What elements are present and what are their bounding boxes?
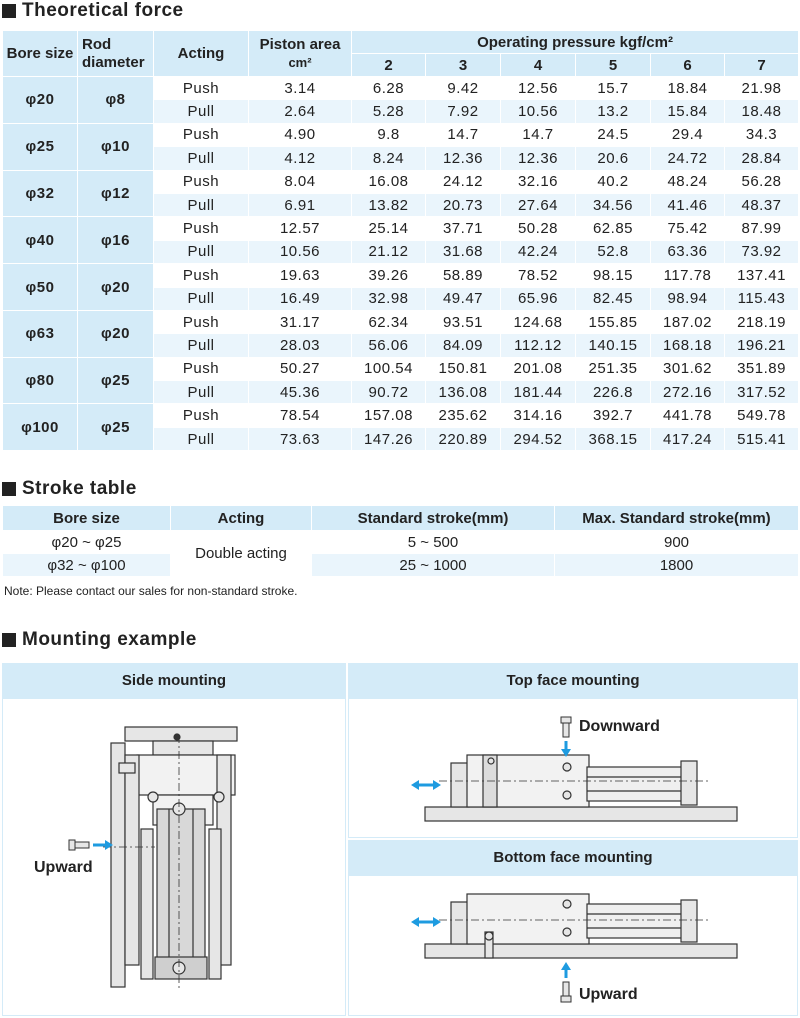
force-table-body — [3, 77, 799, 451]
acting-cell: Push — [154, 217, 249, 240]
force-value-cell: 294.52 — [501, 427, 576, 450]
side-mounting-label: Upward — [34, 859, 93, 876]
force-row-push — [3, 404, 799, 427]
force-value-cell: 84.09 — [426, 334, 501, 357]
header-rod-diameter: Rod diameter — [78, 31, 154, 77]
force-value-cell: 12.36 — [426, 147, 501, 170]
piston-area-cell: 10.56 — [249, 240, 352, 263]
acting-cell: Pull — [154, 427, 249, 450]
piston-area-cell: 8.04 — [249, 170, 352, 193]
stroke-row-max: 900 — [555, 531, 799, 554]
stroke-row-bore: φ32 ~ φ100 — [3, 554, 171, 577]
bore-size-cell: φ63 — [3, 310, 78, 357]
piston-area-cell: 4.90 — [249, 123, 352, 146]
piston-area-cell: 3.14 — [249, 77, 352, 100]
rod-diameter-cell: φ16 — [78, 217, 154, 264]
acting-cell: Pull — [154, 287, 249, 310]
force-row-push — [3, 77, 799, 100]
acting-cell: Pull — [154, 147, 249, 170]
bore-size-cell: φ25 — [3, 123, 78, 170]
force-value-cell: 18.84 — [651, 77, 725, 100]
bolt-icon — [561, 982, 571, 1002]
force-row-push — [3, 357, 799, 380]
force-value-cell: 124.68 — [501, 310, 576, 333]
force-value-cell: 90.72 — [352, 381, 426, 404]
force-value-cell: 168.18 — [651, 334, 725, 357]
force-value-cell: 31.68 — [426, 240, 501, 263]
force-value-cell: 48.37 — [725, 193, 799, 216]
acting-cell: Push — [154, 357, 249, 380]
force-value-cell: 12.56 — [501, 77, 576, 100]
bore-size-cell: φ80 — [3, 357, 78, 404]
header-bore-size: Bore size — [3, 31, 78, 77]
double-arrow-icon — [411, 780, 441, 790]
side-mounting-drawing — [3, 699, 347, 1017]
top-mounting-panel — [348, 698, 798, 838]
acting-cell: Push — [154, 310, 249, 333]
force-value-cell: 41.46 — [651, 193, 725, 216]
side-mounting-heading: Side mounting — [2, 663, 346, 698]
force-value-cell: 75.42 — [651, 217, 725, 240]
acting-cell: Push — [154, 123, 249, 146]
header-piston-area: Piston area cm² — [249, 31, 352, 77]
top-mounting-drawing — [349, 699, 799, 839]
force-value-cell: 73.92 — [725, 240, 799, 263]
force-value-cell: 32.98 — [352, 287, 426, 310]
force-value-cell: 65.96 — [501, 287, 576, 310]
force-value-cell: 62.34 — [352, 310, 426, 333]
force-value-cell: 14.7 — [426, 123, 501, 146]
stroke-section-title — [2, 478, 137, 500]
force-value-cell: 351.89 — [725, 357, 799, 380]
piston-area-cell: 73.63 — [249, 427, 352, 450]
force-value-cell: 50.28 — [501, 217, 576, 240]
force-value-cell: 42.24 — [501, 240, 576, 263]
bore-size-cell: φ32 — [3, 170, 78, 217]
force-value-cell: 78.52 — [501, 264, 576, 287]
theoretical-force-table — [2, 30, 799, 451]
force-value-cell: 201.08 — [501, 357, 576, 380]
stroke-row-max: 1800 — [555, 554, 799, 577]
force-row-push — [3, 217, 799, 240]
force-value-cell: 157.08 — [352, 404, 426, 427]
force-value-cell: 82.45 — [576, 287, 651, 310]
bore-size-cell: φ100 — [3, 404, 78, 451]
force-value-cell: 28.84 — [725, 147, 799, 170]
header-pressure-5: 5 — [576, 54, 651, 77]
rod-diameter-cell: φ20 — [78, 310, 154, 357]
header-pressure-2: 2 — [352, 54, 426, 77]
force-value-cell: 21.12 — [352, 240, 426, 263]
acting-cell: Push — [154, 404, 249, 427]
force-value-cell: 117.78 — [651, 264, 725, 287]
piston-area-cell: 16.49 — [249, 287, 352, 310]
side-mounting-panel — [2, 698, 346, 1016]
acting-cell: Pull — [154, 334, 249, 357]
force-value-cell: 40.2 — [576, 170, 651, 193]
force-value-cell: 62.85 — [576, 217, 651, 240]
force-value-cell: 150.81 — [426, 357, 501, 380]
stroke-header-max: Max. Standard stroke(mm) — [555, 506, 799, 531]
bottom-mounting-label: Upward — [579, 986, 638, 1003]
force-value-cell: 549.78 — [725, 404, 799, 427]
stroke-row-standard: 5 ~ 500 — [312, 531, 555, 554]
force-value-cell: 27.64 — [501, 193, 576, 216]
force-value-cell: 181.44 — [501, 381, 576, 404]
bore-size-cell: φ50 — [3, 264, 78, 311]
rod-diameter-cell: φ25 — [78, 404, 154, 451]
acting-cell: Pull — [154, 381, 249, 404]
header-acting: Acting — [154, 31, 249, 77]
force-value-cell: 48.24 — [651, 170, 725, 193]
rod-diameter-cell: φ8 — [78, 77, 154, 124]
force-value-cell: 15.84 — [651, 100, 725, 123]
acting-cell: Push — [154, 77, 249, 100]
acting-cell: Push — [154, 170, 249, 193]
force-value-cell: 29.4 — [651, 123, 725, 146]
force-value-cell: 20.6 — [576, 147, 651, 170]
force-value-cell: 24.12 — [426, 170, 501, 193]
top-mounting-label: Downward — [579, 718, 660, 735]
bolt-icon — [561, 717, 571, 737]
rod-diameter-cell: φ20 — [78, 264, 154, 311]
force-value-cell: 49.47 — [426, 287, 501, 310]
force-value-cell: 8.24 — [352, 147, 426, 170]
stroke-row-bore: φ20 ~ φ25 — [3, 531, 171, 554]
force-value-cell: 368.15 — [576, 427, 651, 450]
force-value-cell: 301.62 — [651, 357, 725, 380]
bolt-icon — [69, 840, 89, 850]
rod-diameter-cell: φ25 — [78, 357, 154, 404]
force-row-push — [3, 264, 799, 287]
force-value-cell: 98.15 — [576, 264, 651, 287]
header-pressure-7: 7 — [725, 54, 799, 77]
force-value-cell: 34.3 — [725, 123, 799, 146]
section-square-icon — [2, 633, 16, 647]
force-value-cell: 32.16 — [501, 170, 576, 193]
force-value-cell: 56.06 — [352, 334, 426, 357]
force-value-cell: 6.28 — [352, 77, 426, 100]
force-value-cell: 140.15 — [576, 334, 651, 357]
force-value-cell: 515.41 — [725, 427, 799, 450]
force-value-cell: 417.24 — [651, 427, 725, 450]
force-value-cell: 9.42 — [426, 77, 501, 100]
force-value-cell: 235.62 — [426, 404, 501, 427]
piston-area-cell: 2.64 — [249, 100, 352, 123]
piston-area-cell: 12.57 — [249, 217, 352, 240]
section-square-icon — [2, 4, 16, 18]
piston-area-cell: 50.27 — [249, 357, 352, 380]
force-value-cell: 56.28 — [725, 170, 799, 193]
force-value-cell: 58.89 — [426, 264, 501, 287]
force-value-cell: 100.54 — [352, 357, 426, 380]
force-value-cell: 14.7 — [501, 123, 576, 146]
force-row-push — [3, 123, 799, 146]
bore-size-cell: φ40 — [3, 217, 78, 264]
force-value-cell: 226.8 — [576, 381, 651, 404]
stroke-table — [2, 505, 799, 577]
stroke-row-standard: 25 ~ 1000 — [312, 554, 555, 577]
header-pressure-4: 4 — [501, 54, 576, 77]
stroke-header-standard: Standard stroke(mm) — [312, 506, 555, 531]
force-value-cell: 87.99 — [725, 217, 799, 240]
force-value-cell: 137.41 — [725, 264, 799, 287]
piston-area-cell: 45.36 — [249, 381, 352, 404]
top-mounting-heading: Top face mounting — [348, 663, 798, 698]
double-arrow-icon — [411, 917, 441, 927]
force-value-cell: 21.98 — [725, 77, 799, 100]
force-value-cell: 112.12 — [501, 334, 576, 357]
piston-area-cell: 78.54 — [249, 404, 352, 427]
force-value-cell: 220.89 — [426, 427, 501, 450]
piston-area-cell: 6.91 — [249, 193, 352, 216]
force-section-title — [2, 0, 184, 22]
stroke-header-bore-size: Bore size — [3, 506, 171, 531]
mounting-title: Mounting example — [22, 629, 197, 650]
bottom-mounting-heading: Bottom face mounting — [348, 840, 798, 875]
force-value-cell: 314.16 — [501, 404, 576, 427]
stroke-note: Note: Please contact our sales for non-standard stroke. — [4, 584, 298, 598]
force-value-cell: 12.36 — [501, 147, 576, 170]
force-value-cell: 5.28 — [352, 100, 426, 123]
force-value-cell: 147.26 — [352, 427, 426, 450]
force-value-cell: 24.72 — [651, 147, 725, 170]
header-pressure-3: 3 — [426, 54, 501, 77]
force-row-push — [3, 170, 799, 193]
acting-cell: Pull — [154, 240, 249, 263]
force-value-cell: 18.48 — [725, 100, 799, 123]
acting-cell: Pull — [154, 100, 249, 123]
piston-area-cell: 19.63 — [249, 264, 352, 287]
force-value-cell: 37.71 — [426, 217, 501, 240]
force-value-cell: 24.5 — [576, 123, 651, 146]
bottom-mounting-panel — [348, 875, 798, 1016]
force-value-cell: 39.26 — [352, 264, 426, 287]
force-value-cell: 52.8 — [576, 240, 651, 263]
force-value-cell: 155.85 — [576, 310, 651, 333]
force-value-cell: 16.08 — [352, 170, 426, 193]
header-operating-pressure: Operating pressure kgf/cm² — [352, 31, 799, 54]
force-value-cell: 13.82 — [352, 193, 426, 216]
rod-diameter-cell: φ12 — [78, 170, 154, 217]
force-value-cell: 187.02 — [651, 310, 725, 333]
force-value-cell: 136.08 — [426, 381, 501, 404]
force-value-cell: 218.19 — [725, 310, 799, 333]
mounting-section-title — [2, 629, 197, 651]
force-value-cell: 392.7 — [576, 404, 651, 427]
force-value-cell: 20.73 — [426, 193, 501, 216]
force-value-cell: 13.2 — [576, 100, 651, 123]
force-row-push — [3, 310, 799, 333]
section-square-icon — [2, 482, 16, 496]
force-value-cell: 115.43 — [725, 287, 799, 310]
arrow-right-icon — [93, 840, 113, 850]
header-pressure-6: 6 — [651, 54, 725, 77]
force-value-cell: 25.14 — [352, 217, 426, 240]
piston-area-cell: 28.03 — [249, 334, 352, 357]
force-value-cell: 15.7 — [576, 77, 651, 100]
force-value-cell: 272.16 — [651, 381, 725, 404]
force-value-cell: 441.78 — [651, 404, 725, 427]
stroke-header-acting: Acting — [171, 506, 312, 531]
acting-cell: Pull — [154, 193, 249, 216]
force-value-cell: 7.92 — [426, 100, 501, 123]
force-title: Theoretical force — [22, 0, 184, 21]
bottom-mounting-drawing — [349, 876, 799, 1017]
force-value-cell: 251.35 — [576, 357, 651, 380]
rod-diameter-cell: φ10 — [78, 123, 154, 170]
acting-cell: Push — [154, 264, 249, 287]
stroke-acting-value: Double acting — [171, 531, 312, 577]
force-value-cell: 317.52 — [725, 381, 799, 404]
force-value-cell: 9.8 — [352, 123, 426, 146]
stroke-title: Stroke table — [22, 478, 137, 499]
piston-area-cell: 4.12 — [249, 147, 352, 170]
force-value-cell: 98.94 — [651, 287, 725, 310]
arrow-up-icon — [561, 962, 571, 978]
piston-area-cell: 31.17 — [249, 310, 352, 333]
force-value-cell: 63.36 — [651, 240, 725, 263]
bore-size-cell: φ20 — [3, 77, 78, 124]
force-value-cell: 93.51 — [426, 310, 501, 333]
force-value-cell: 34.56 — [576, 193, 651, 216]
force-value-cell: 10.56 — [501, 100, 576, 123]
force-value-cell: 196.21 — [725, 334, 799, 357]
